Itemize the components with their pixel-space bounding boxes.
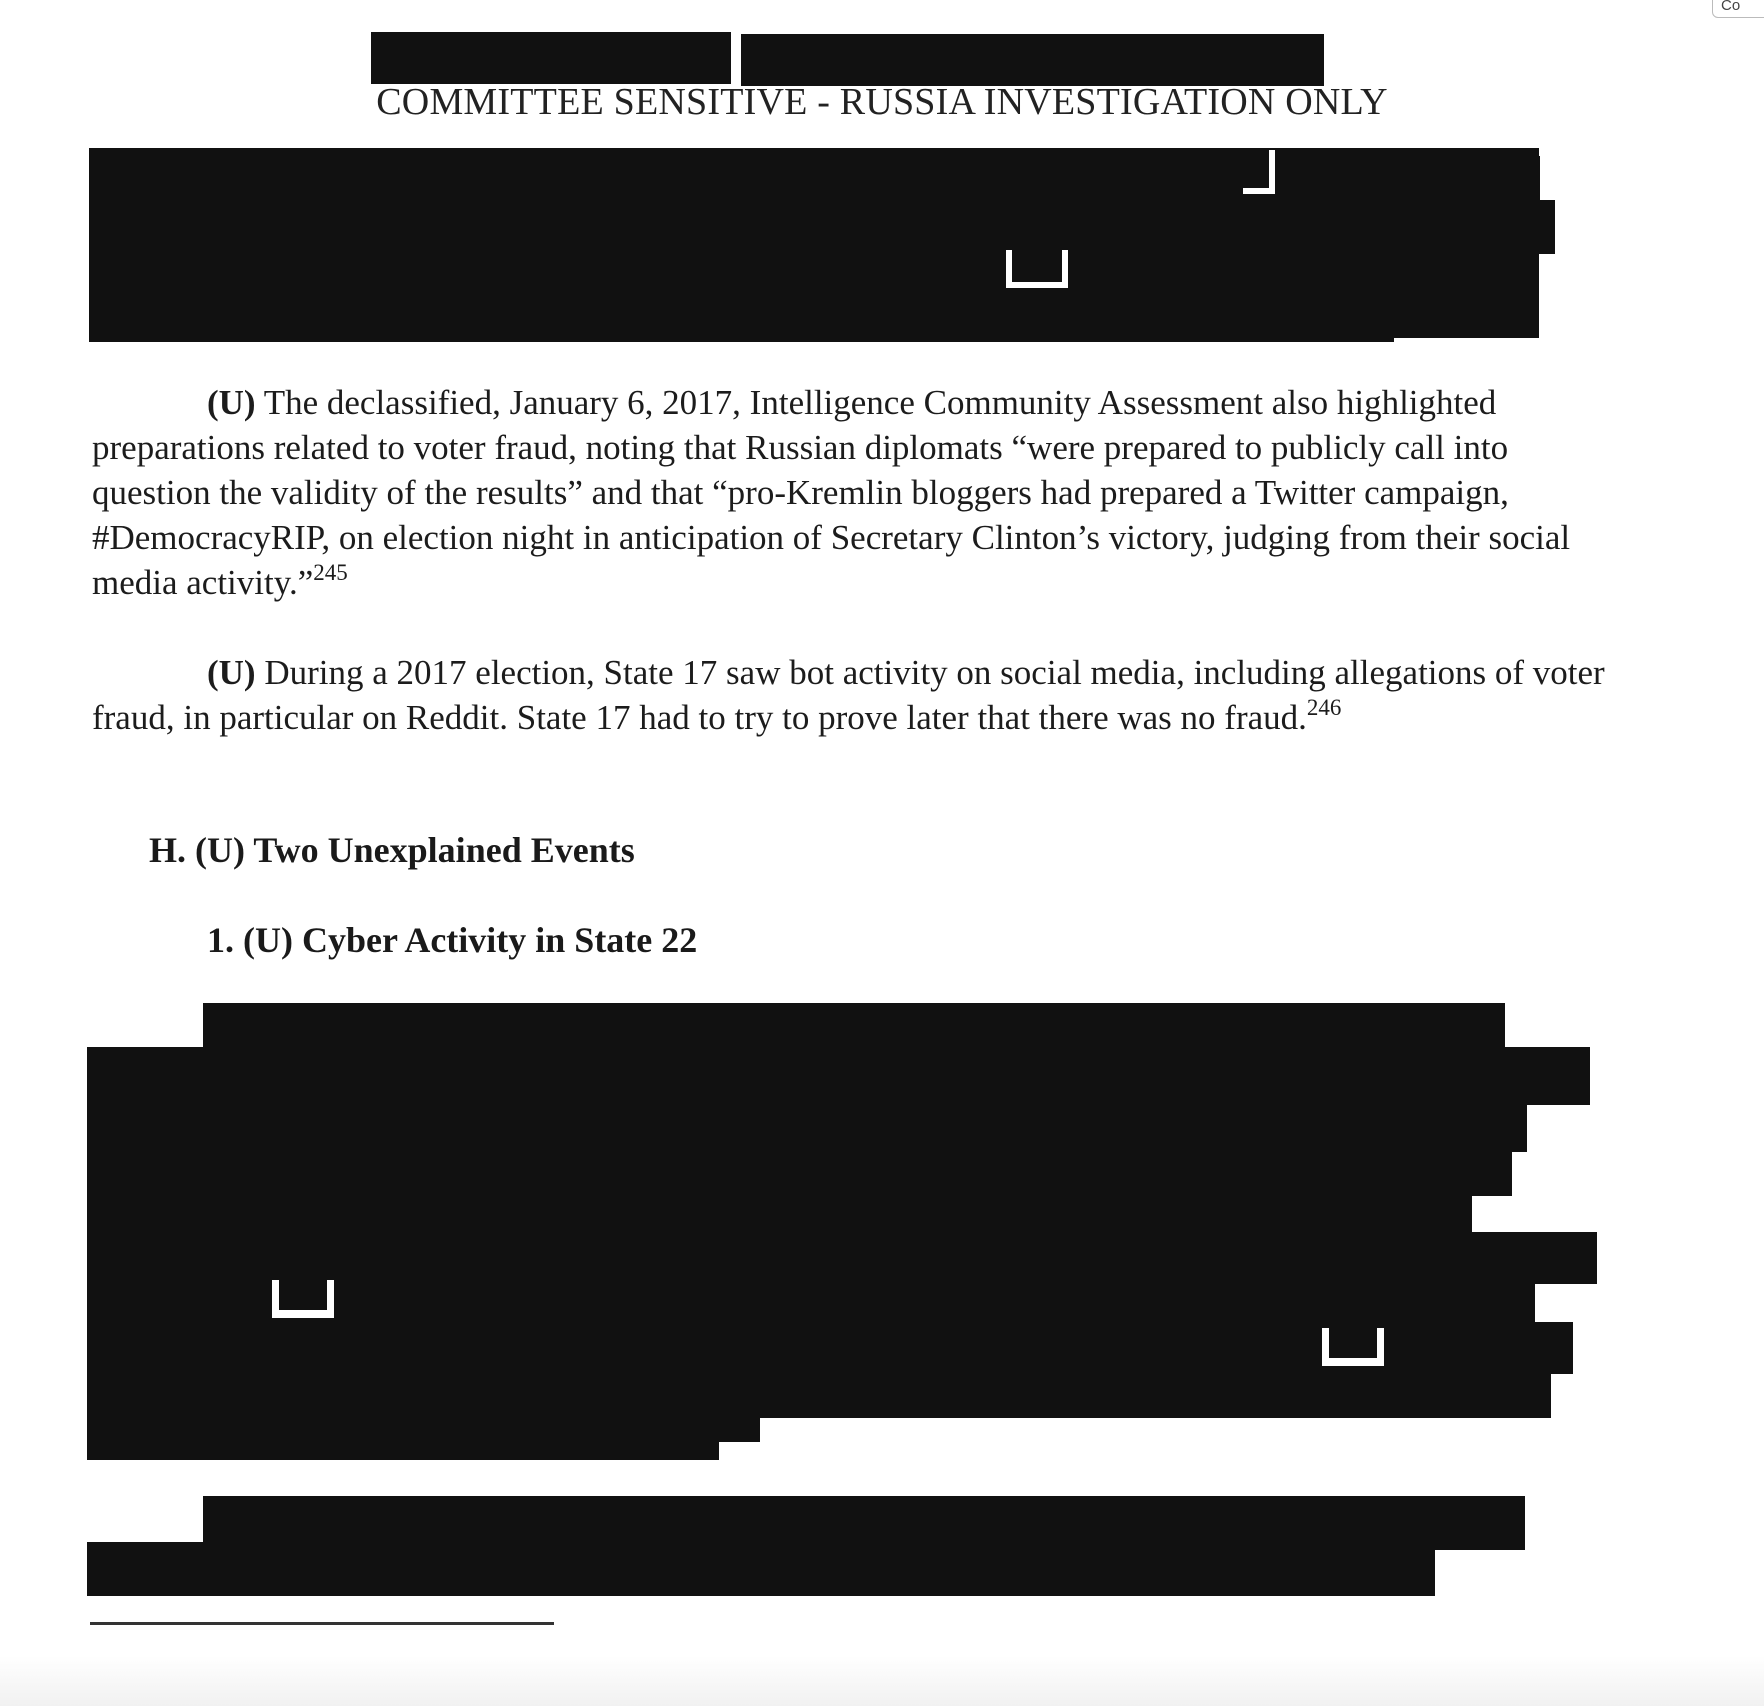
redaction-block <box>87 1232 1597 1284</box>
paragraph-text: During a 2017 election, State 17 saw bot activity on social media, including allegations of voter fraud, in particular on Reddit. State 17 had to try to prove later that there was no fraud. <box>92 653 1605 737</box>
redaction-block <box>87 1412 719 1460</box>
classification-marking: (U) <box>207 653 256 692</box>
subsection-heading: 1. (U) Cyber Activity in State 22 <box>207 920 698 960</box>
redaction-block <box>87 1542 1435 1596</box>
paragraph-text: The declassified, January 6, 2017, Intelligence Community Assessment also highlighted preparations related to voter fraud, noting that Russian diplomats “were prepared to publicly call into question the validity of the results” and that “pro-Kremlin bloggers had prepared a Twitter campaign, #DemocracyRIP, on election night in anticipation of Secretary Clinton’s victory, judging from their social media activity.” <box>92 383 1571 602</box>
footnote-reference: 246 <box>1306 695 1342 720</box>
footnote-reference: 245 <box>313 560 348 585</box>
body-paragraph <box>92 380 1612 605</box>
redaction-block <box>700 1412 760 1442</box>
redaction-block <box>87 1192 1472 1236</box>
redaction-block <box>87 1047 1590 1105</box>
redaction-block <box>1300 250 1498 298</box>
redaction-block <box>87 1100 1527 1152</box>
page-bottom-edge <box>0 1656 1764 1706</box>
body-paragraph <box>92 650 1612 740</box>
redaction-block <box>1243 150 1269 188</box>
redaction-block <box>87 1148 1512 1196</box>
corner-tab-label: Co <box>1721 0 1741 14</box>
redaction-block <box>279 1280 327 1310</box>
redaction-block <box>87 1370 1551 1418</box>
redaction-block <box>1012 250 1062 282</box>
redaction-block <box>89 296 1394 342</box>
redaction-block <box>1300 200 1555 254</box>
redaction-block <box>741 34 1324 86</box>
redaction-block <box>203 1003 1505 1053</box>
corner-tab[interactable] <box>1712 0 1764 18</box>
section-heading: H. (U) Two Unexplained Events <box>149 830 635 870</box>
redaction-block <box>1300 156 1540 202</box>
redaction-block <box>1329 1328 1377 1358</box>
footnote-separator <box>90 1622 554 1625</box>
classification-header: COMMITTEE SENSITIVE - RUSSIA INVESTIGATION ONLY <box>376 81 1388 123</box>
classification-marking: (U) <box>207 383 256 422</box>
redaction-block <box>371 32 731 84</box>
